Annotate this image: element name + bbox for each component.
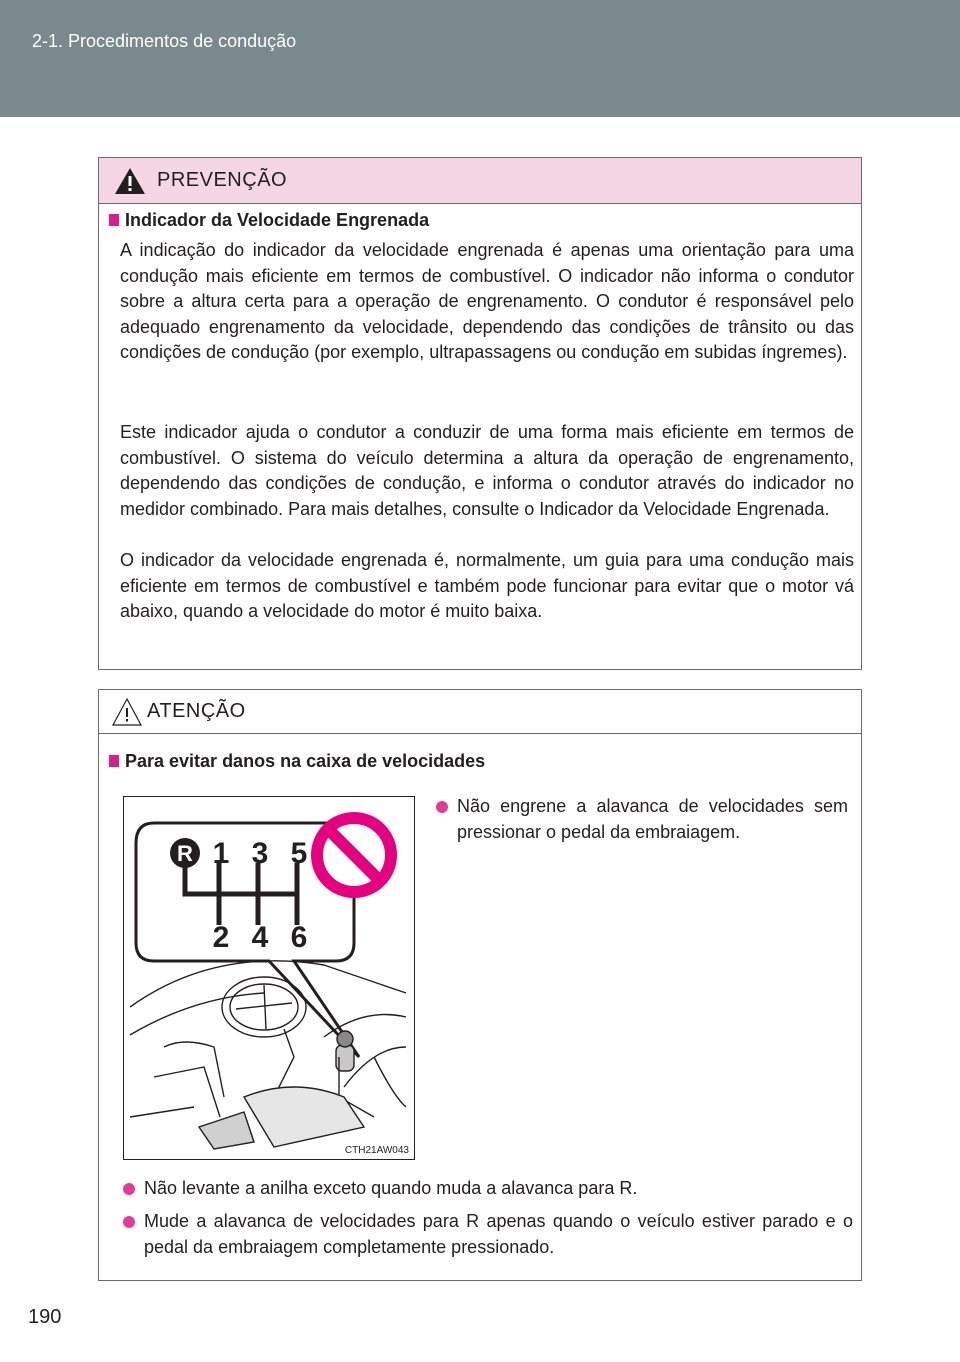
notice-box xyxy=(98,689,862,1281)
car-interior-drawing xyxy=(130,961,406,1149)
notice-bullet-1: Não engrene a alavanca de velocidades sem pressionar o pedal da embraiagem. xyxy=(436,794,848,845)
page-number: 190 xyxy=(28,1306,62,1328)
caution-header xyxy=(99,158,861,204)
warning-outline-icon xyxy=(111,697,143,727)
prohibition-icon xyxy=(317,818,391,892)
caution-subtitle: Indicador da Velocidade Engrenada xyxy=(109,210,429,231)
notice-subtitle: Para evitar danos na caixa de velocidades xyxy=(109,751,485,772)
caution-paragraph-2: Este indicador ajuda o condutor a conduzir de uma forma mais eficiente em termos de combustível. O sistema do veículo determina a altura da operação de engrenamento, dependendo das condições de condução, e informa o condutor através do indicador no medidor combinado. Para mais detalhes, consulte o Indicador da Velocidade Engrenada. xyxy=(120,422,854,519)
gear-label-r: R xyxy=(177,841,193,866)
gear-shift-illustration xyxy=(124,797,413,1158)
bullet-dot-icon xyxy=(436,801,448,813)
bullet-dot-icon xyxy=(123,1216,135,1228)
caution-box xyxy=(98,157,862,670)
notice-header xyxy=(99,690,861,734)
gear-label-4: 4 xyxy=(251,921,269,954)
warning-icon xyxy=(113,166,147,196)
section-title: 2-1. Procedimentos de condução xyxy=(32,31,297,51)
figure-caption: CTH21AW043 xyxy=(344,1145,409,1156)
section-header xyxy=(0,0,960,117)
caution-paragraph-1: A indicação do indicador da velocidade engrenada é apenas uma orientação para uma condução mais eficiente em termos de combustível. O indicador não informa o condutor sobre a altura certa para a operação de engrenamento. O condutor é responsável pelo adequado engrenamento da velocidade, dependendo das condições de trânsito ou das condições de condução (por exemplo, ultrapassagens ou condução em subidas íngremes). xyxy=(120,240,854,363)
square-bullet-icon xyxy=(109,214,119,226)
gear-label-5: 5 xyxy=(290,837,308,870)
square-bullet-icon xyxy=(109,755,119,767)
gear-label-6: 6 xyxy=(290,921,308,954)
caution-title: PREVENÇÃO xyxy=(157,169,288,191)
notice-bullet-3: Mude a alavanca de velocidades para R apenas quando o veículo estiver parado e o pedal da embraiagem completamente pressionado. xyxy=(123,1209,853,1260)
gear-shift-figure xyxy=(123,796,415,1160)
gear-label-3: 3 xyxy=(251,837,269,870)
notice-title: ATENÇÃO xyxy=(147,700,246,722)
gear-label-2: 2 xyxy=(212,921,230,954)
gear-label-1: 1 xyxy=(212,837,230,870)
bullet-dot-icon xyxy=(123,1183,135,1195)
notice-bullet-2: Não levante a anilha exceto quando muda a alavanca para R. xyxy=(123,1176,853,1202)
caution-paragraph-3: O indicador da velocidade engrenada é, normalmente, um guia para uma condução mais eficiente em termos de combustível e também pode funcionar para evitar que o motor vá abaixo, quando a velocidade do motor é muito baixa. xyxy=(120,550,854,622)
